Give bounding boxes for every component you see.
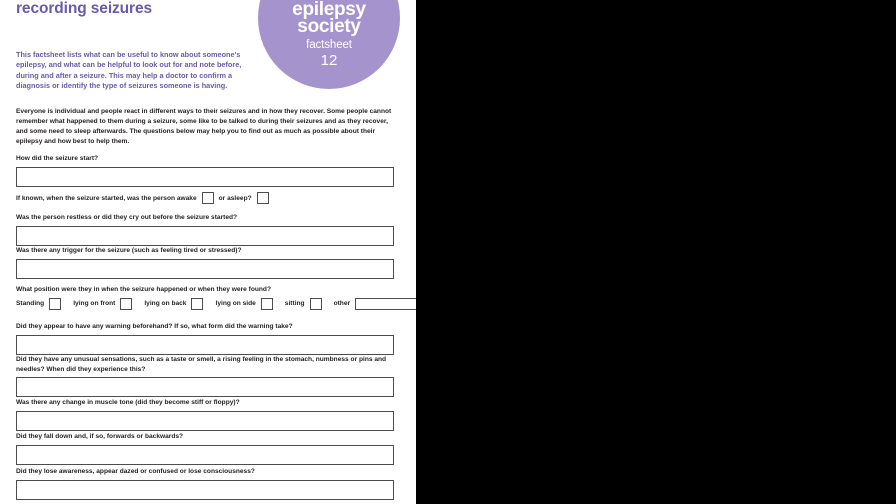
question-label: Did they lose awareness, appear dazed or confused or lose consciousness? (16, 468, 255, 475)
question-lose-awareness (16, 467, 394, 500)
question-label: Did they have any unusual sensations, such as a taste or smell, a rising feeling in the stomach, numbness or pins and needles? When did they experience this? (16, 356, 387, 373)
answer-how-did-seizure-start[interactable] (16, 167, 394, 187)
position-option-label-lying-on-side: lying on side (215, 300, 256, 308)
answer-muscle-tone[interactable] (16, 411, 394, 431)
checkbox-position-sitting[interactable] (310, 298, 322, 310)
position-option-label-other: other (333, 300, 351, 308)
factsheet-page (0, 0, 416, 504)
question-label: Was the person restless or did they cry out before the seizure started? (16, 214, 238, 221)
question-fall-down (16, 432, 394, 465)
logo-line-2: society (297, 15, 361, 37)
question-restless-or-cry-out (16, 213, 394, 246)
logo-factsheet-label: factsheet (306, 39, 352, 51)
empty-black-pane (416, 0, 896, 504)
checkbox-position-lying-on-side[interactable] (261, 298, 273, 310)
checkbox-position-lying-on-back[interactable] (191, 298, 203, 310)
position-option-label-sitting: sitting (284, 300, 305, 308)
lede-paragraph: Everyone is individual and people react in different ways to their seizures and in how they recover. Some people cannot remember what happened to them during a seizure, some like to be talked to during their seizures and as they recover, and some need to sleep afterwards. The questions below may help you to find out as much as possible about their epilepsy and how best to help them. (16, 108, 392, 146)
question-unusual-sensations (16, 355, 394, 397)
answer-trigger[interactable] (16, 259, 394, 279)
position-other-input[interactable] (355, 298, 416, 310)
question-label: Did they appear to have any warning beforehand? If so, what form did the warning take? (16, 323, 293, 330)
position-option-label-standing: Standing (16, 300, 45, 308)
question-trigger (16, 246, 394, 279)
position-options-row (16, 298, 394, 310)
answer-lose-awareness[interactable] (16, 480, 394, 500)
question-label: Was there any change in muscle tone (did they become stiff or floppy)? (16, 399, 240, 406)
answer-fall-down[interactable] (16, 445, 394, 465)
logo-factsheet-number: 12 (320, 52, 338, 69)
page-title: recording seizures (16, 0, 153, 17)
question-label: Did they fall down and, if so, forwards or backwards? (16, 433, 184, 440)
position-option-label-lying-on-back: lying on back (144, 300, 187, 308)
awake-row-mid-text: or asleep? (218, 194, 252, 202)
checkbox-awake[interactable] (202, 192, 214, 204)
answer-restless-or-cry-out[interactable] (16, 226, 394, 246)
question-label: Was there any trigger for the seizure (such as feeling tired or stressed)? (16, 247, 242, 254)
question-awake-or-asleep (16, 192, 394, 204)
answer-unusual-sensations[interactable] (16, 377, 394, 397)
question-muscle-tone (16, 398, 394, 431)
awake-row-lead-text: If known, when the seizure started, was the person awake (16, 194, 197, 202)
question-label: How did the seizure start? (16, 155, 99, 162)
question-label: What position were they in when the seizure happened or when they were found? (16, 286, 271, 293)
question-how-did-seizure-start (16, 154, 394, 187)
checkbox-position-lying-on-front[interactable] (120, 298, 132, 310)
checkbox-position-standing[interactable] (49, 298, 61, 310)
answer-warning-beforehand[interactable] (16, 335, 394, 355)
seizure-record-form (0, 0, 416, 504)
logo-line-1: epilepsy (292, 0, 366, 20)
checkbox-asleep[interactable] (257, 192, 269, 204)
question-warning-beforehand (16, 322, 394, 355)
intro-paragraph: This factsheet lists what can be useful to know about someone's epilepsy, and what can be helpful to look out for and note before, during and after a seizure. This may help a doctor to confirm a diagnosis or identify the type of seizures someone is having. (16, 50, 242, 91)
position-option-label-lying-on-front: lying on front (73, 300, 116, 308)
question-position (16, 285, 394, 310)
